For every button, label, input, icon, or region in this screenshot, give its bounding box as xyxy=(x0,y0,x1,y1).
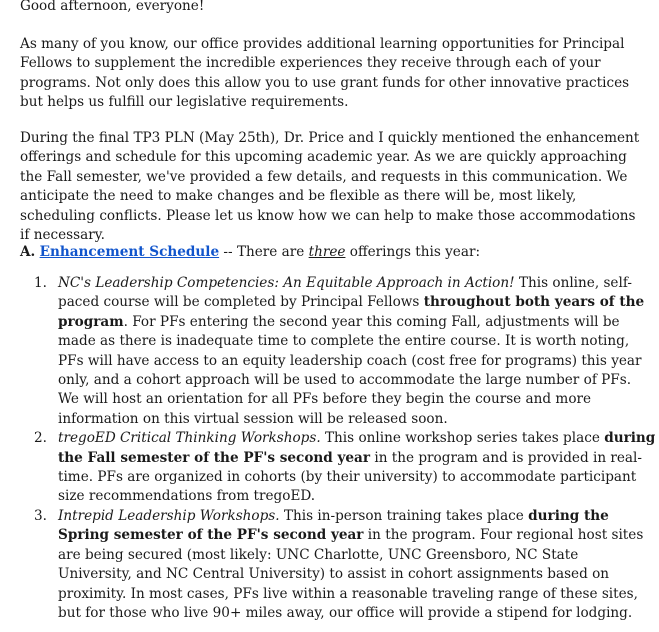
greeting: Good afternoon, everyone! xyxy=(20,0,205,14)
offering-text: . For PFs entering the second year this coming Fall, adjustments will be made as there is inadequate time to complete the entire course. It is worth noting, PFs will have access to an equity leadership coach (cost free for programs) this year only, and a cohort approach will be used to accommodate the large number of PFs. We will host an orientation for all PFs before they begin the course and more information on this virtual session will be released soon. xyxy=(58,313,642,427)
list-item xyxy=(34,274,656,429)
offering-timing: during the Fall semester of the PF's second year xyxy=(58,430,656,466)
section-a-text-2: offerings this year: xyxy=(345,244,481,260)
list-item xyxy=(34,429,656,507)
offering-timing: during the Spring semester of the PF's second year xyxy=(58,507,609,544)
list-item-number: 1. xyxy=(34,275,47,291)
list-item-number: 2. xyxy=(34,430,47,447)
offering-count: three xyxy=(308,244,346,260)
offering-text: This online, self-paced course will be completed by Principal Fellows xyxy=(58,275,632,311)
list-item xyxy=(34,507,656,623)
section-a-heading xyxy=(20,243,640,262)
offering-title: NC's Leadership Competencies: An Equitable Approach in Action! xyxy=(58,275,515,291)
section-letter: A. xyxy=(20,244,36,260)
offering-title: tregoED Critical Thinking Workshops. xyxy=(58,430,321,447)
offering-text: This in-person training takes place xyxy=(279,507,529,524)
offerings-list xyxy=(20,274,656,623)
offering-timing: throughout both years of the program xyxy=(58,294,645,330)
schedule-paragraph: During the final TP3 PLN (May 25th), Dr. Price and I quickly mentioned the enhancement offerings and schedule for this upcoming academic year. As we are quickly approaching the Fall semester, we've provided a few details, and requests in this communication. We anticipate the need to make changes and be flexible as there will be, most likely, scheduling conflicts. Please let us know how we can help to make those accommodations if necessary. xyxy=(20,130,640,244)
offering-text: in the program. Four regional host sites are being secured (most likely: UNC Charlotte, UNC Greensboro, NC State University, and NC Central University) to assist in cohort assignments based on proximity. In most cases, PFs live within a reasonable traveling range of these sites, but for those who live 90+ miles away, our office will provide a stipend for lodging. xyxy=(58,527,644,621)
section-a-text-1: -- There are xyxy=(219,244,309,260)
intro-paragraph: As many of you know, our office provides additional learning opportunities for Principal Fellows to supplement the incredible experiences they receive through each of your programs. Not only does this allow you to use grant funds for other innovative practices but helps us fulfill our legislative requirements. xyxy=(20,36,630,111)
offering-text: This online workshop series takes place xyxy=(320,430,605,447)
offering-title: Intrepid Leadership Workshops. xyxy=(58,507,280,524)
list-item-number: 3. xyxy=(34,507,47,524)
enhancement-schedule-link[interactable]: Enhancement Schedule xyxy=(39,244,220,260)
offering-text: in the program and is provided in real-time. PFs are organized in cohorts (by their university) to accommodate participant size recommendations from tregoED. xyxy=(58,449,642,505)
